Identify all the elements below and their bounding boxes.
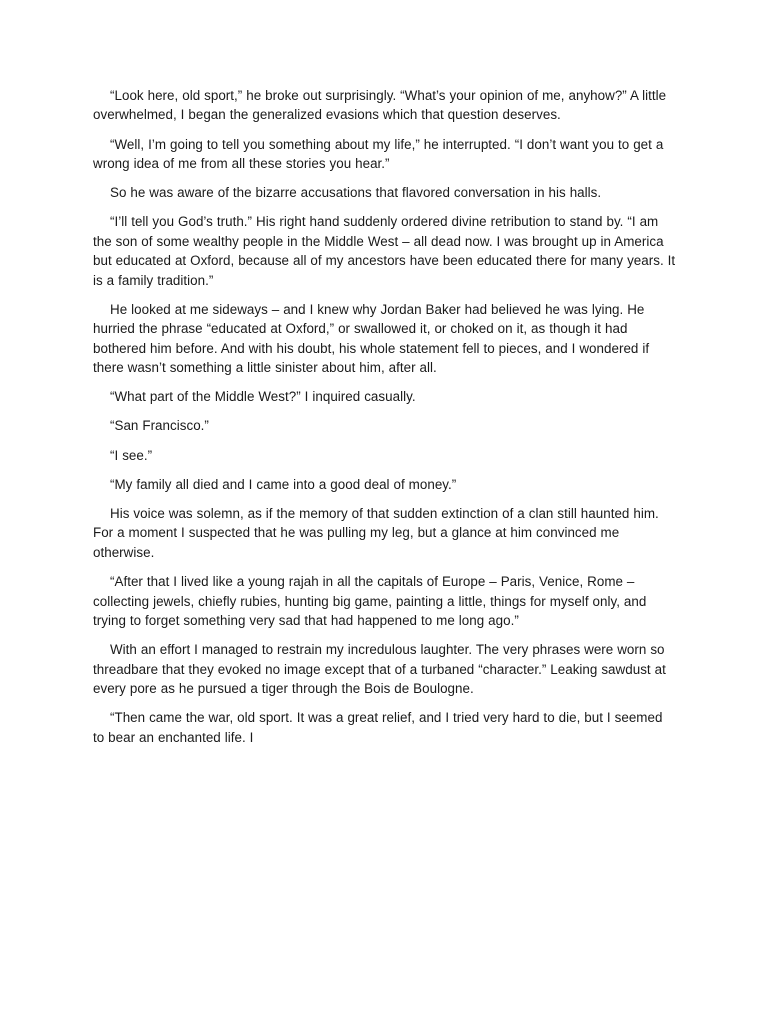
paragraph: “Then came the war, old sport. It was a great relief, and I tried very hard to die, but I seemed to bear an enchanted life. I xyxy=(93,710,663,745)
paragraph: So he was aware of the bizarre accusations that flavored conversation in his halls. xyxy=(110,185,602,201)
paragraph: His voice was solemn, as if the memory of that sudden extinction of a clan still haunted him. For a moment I suspected that he was pulling my leg, but a glance at him convinced me otherwise. xyxy=(93,506,659,560)
paragraph: He looked at me sideways – and I knew why Jordan Baker had believed he was lying. He hurried the phrase “educated at Oxford,” or swallowed it, or choked on it, as though it had bothered him before. And with his doubt, his whole statement fell to pieces, and I wondered if there wasn’t something a little sinister about him, after all. xyxy=(93,301,650,376)
paragraph: “After that I lived like a young rajah in all the capitals of Europe – Paris, Venice, Rome – collecting jewels, chiefly rubies, hunting big game, painting a little, things for myself only, and trying to forget something very sad that had happened to me long ago.” xyxy=(93,574,647,628)
paragraph: “Well, I’m going to tell you something about my life,” he interrupted. “I don’t want you to get a wrong idea of me from all these stories you hear.” xyxy=(93,136,664,172)
paragraph: “I’ll tell you God’s truth.” His right hand suddenly ordered divine retribution to stand by. “I am the son of some wealthy people in the Middle West – all dead now. I was brought up in America but educated at Oxford, because all of my ancestors have been educated there for many years. It is a family tradition.” xyxy=(93,214,676,288)
paragraph: “What part of the Middle West?” I inquired casually. xyxy=(110,389,416,405)
paragraph: With an effort I managed to restrain my incredulous laughter. The very phrases were worn so threadbare that they evoked no image except that of a turbaned “character.” Leaking sawdust at every pore as he pursued a tiger through the Bois de Boulogne. xyxy=(93,642,666,696)
body-text xyxy=(93,86,676,747)
paragraph: “I see.” xyxy=(110,447,153,463)
paragraph: “My family all died and I came into a good deal of money.” xyxy=(110,476,457,492)
paragraph: “Look here, old sport,” he broke out surprisingly. “What’s your opinion of me, anyhow?” A little overwhelmed, I began the generalized evasions which that question deserves. xyxy=(93,88,667,123)
paragraph: “San Francisco.” xyxy=(110,418,209,434)
